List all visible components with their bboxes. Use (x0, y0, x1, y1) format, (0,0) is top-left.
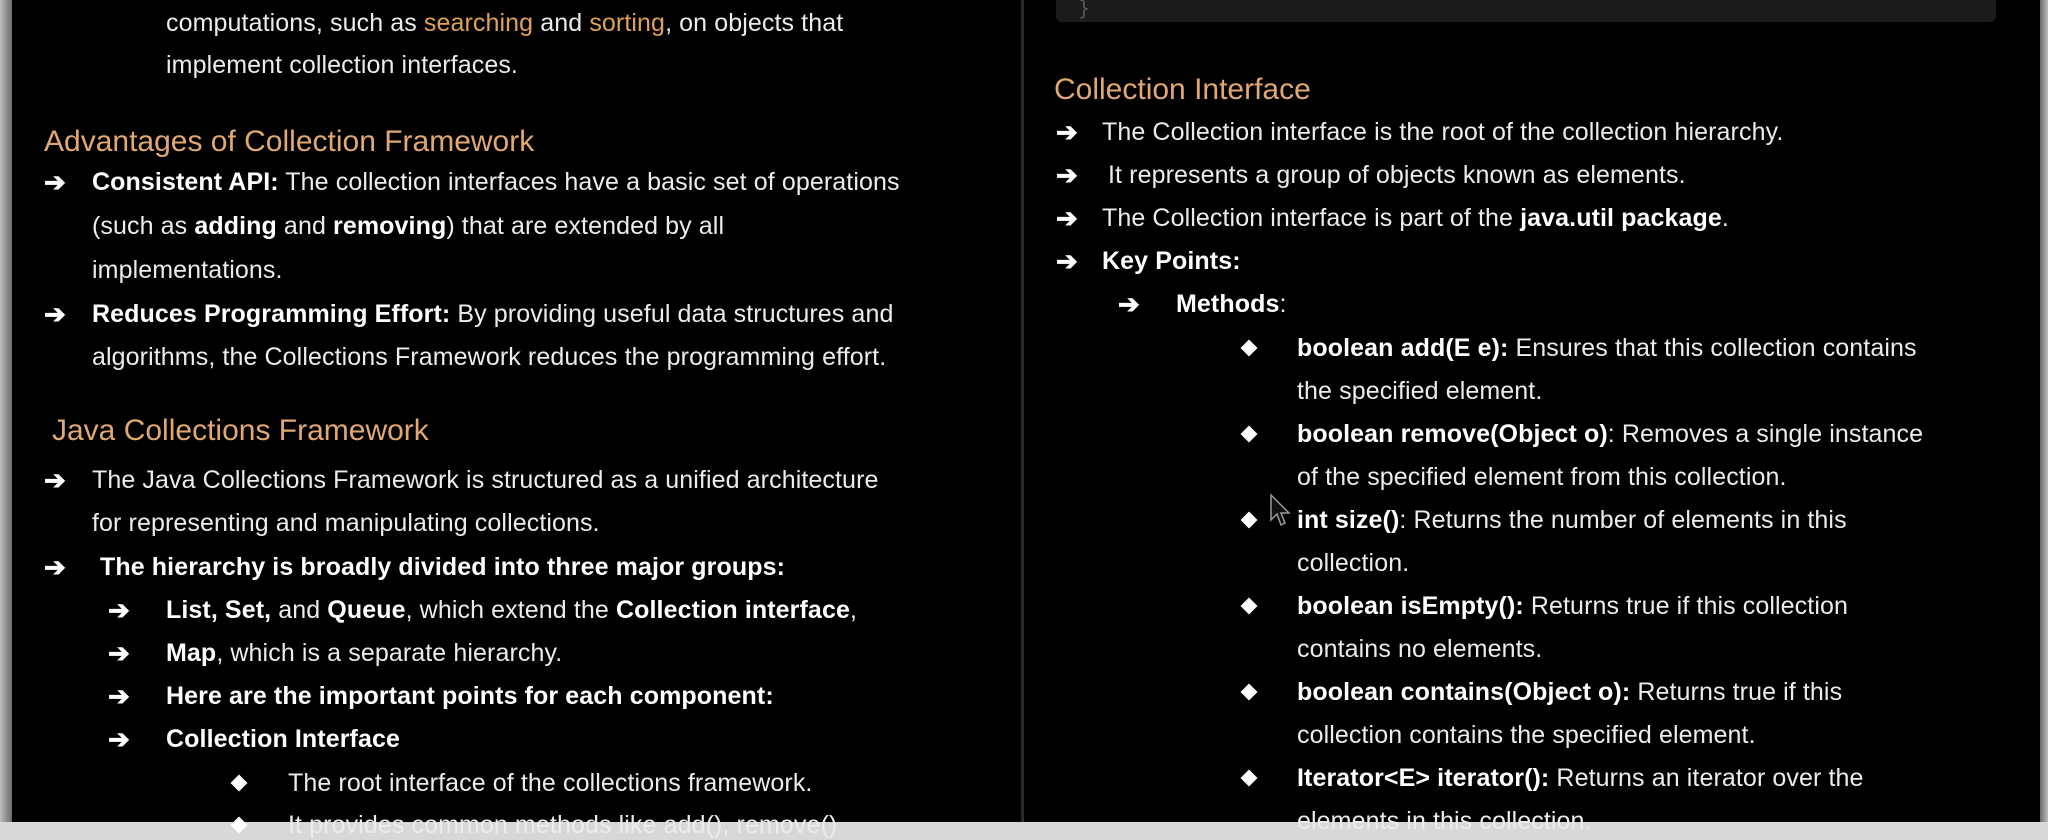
arrow-right-icon: ➔ (1056, 117, 1078, 147)
advantage-reduces-effort-line2: algorithms, the Collections Framework reduces the programming effort. (92, 343, 887, 371)
method-isempty: boolean isEmpty(): Returns true if this collection (1297, 592, 1848, 620)
method-size: int size(): Returns the number of elements in this (1297, 506, 1847, 534)
jcf-sub-map: Map, which is a separate hierarchy. (166, 639, 563, 667)
advantage-consistent-api: Consistent API: The collection interfaces have a basic set of operations (92, 168, 900, 196)
sorting-highlight: sorting (589, 9, 666, 37)
arrow-right-icon: ➔ (44, 465, 66, 495)
jcf-item1-line2: for representing and manipulating collections. (92, 509, 600, 537)
jcf-bullet-root: The root interface of the collections framework. (288, 769, 813, 797)
method-add-line2: the specified element. (1297, 377, 1543, 405)
code-fragment: } (1078, 0, 1091, 20)
intro-line-1: computations, such as searching and sorting, on objects that (166, 9, 844, 37)
arrow-right-icon: ➔ (44, 299, 66, 329)
jcf-heading: Java Collections Framework (52, 414, 429, 447)
jcf-sub-list-set-queue: List, Set, and Queue, which extend the Collection interface, (166, 596, 857, 624)
ci-item-group: It represents a group of objects known as elements. (1108, 161, 1686, 189)
diamond-bullet-icon (231, 817, 248, 834)
method-size-line2: collection. (1297, 549, 1410, 577)
jcf-sub-collection-interface: Collection Interface (166, 725, 400, 753)
code-block-fragment (1056, 0, 1996, 22)
advantage-reduces-effort: Reduces Programming Effort: By providing useful data structures and (92, 300, 894, 328)
arrow-right-icon: ➔ (44, 167, 66, 197)
diamond-bullet-icon (1241, 684, 1258, 701)
advantages-heading: Advantages of Collection Framework (44, 125, 535, 158)
diamond-bullet-icon (231, 775, 248, 792)
mouse-cursor-icon (1270, 494, 1292, 528)
diamond-bullet-icon (1241, 512, 1258, 529)
ci-key-points: Key Points: (1102, 247, 1241, 275)
left-frame-edge (0, 0, 12, 822)
arrow-right-icon: ➔ (108, 595, 130, 625)
method-contains: boolean contains(Object o): Returns true if this (1297, 678, 1843, 706)
arrow-right-icon: ➔ (1056, 203, 1078, 233)
ci-item-package: The Collection interface is part of the java.util package. (1102, 204, 1729, 232)
advantage-consistent-api-line2: (such as adding and removing) that are extended by all (92, 212, 725, 240)
jcf-item1-line1: The Java Collections Framework is structured as a unified architecture (92, 466, 879, 494)
method-remove: boolean remove(Object o): Removes a single instance (1297, 420, 1924, 448)
arrow-right-icon: ➔ (1056, 160, 1078, 190)
collection-interface-heading: Collection Interface (1054, 73, 1311, 106)
arrow-right-icon: ➔ (44, 552, 66, 582)
searching-highlight: searching (423, 9, 534, 37)
arrow-right-icon: ➔ (1056, 246, 1078, 276)
method-contains-line2: collection contains the specified element. (1297, 721, 1756, 749)
ci-item-root: The Collection interface is the root of the collection hierarchy. (1102, 118, 1784, 146)
ci-methods-label: Methods: (1176, 290, 1287, 318)
diamond-bullet-icon (1241, 340, 1258, 357)
intro-line-2: implement collection interfaces. (166, 51, 518, 79)
arrow-right-icon: ➔ (108, 724, 130, 754)
method-add: boolean add(E e): Ensures that this collection contains (1297, 334, 1917, 362)
method-remove-line2: of the specified element from this collection. (1297, 463, 1787, 491)
method-isempty-line2: contains no elements. (1297, 635, 1543, 663)
diamond-bullet-icon (1241, 426, 1258, 443)
method-iterator: Iterator<E> iterator(): Returns an iterator over the (1297, 764, 1864, 792)
right-frame-edge (2040, 0, 2048, 822)
arrow-right-icon: ➔ (108, 681, 130, 711)
jcf-sub-important-points: Here are the important points for each component: (166, 682, 774, 710)
jcf-item2: The hierarchy is broadly divided into three major groups: (100, 553, 785, 581)
column-divider (1021, 0, 1024, 822)
jcf-bullet-common-methods: It provides common methods like add(), remove() (288, 811, 838, 839)
diamond-bullet-icon (1241, 598, 1258, 615)
method-iterator-line2: elements in this collection. (1297, 807, 1592, 835)
advantage-consistent-api-line3: implementations. (92, 256, 283, 284)
diamond-bullet-icon (1241, 770, 1258, 787)
arrow-right-icon: ➔ (1118, 289, 1140, 319)
arrow-right-icon: ➔ (108, 638, 130, 668)
